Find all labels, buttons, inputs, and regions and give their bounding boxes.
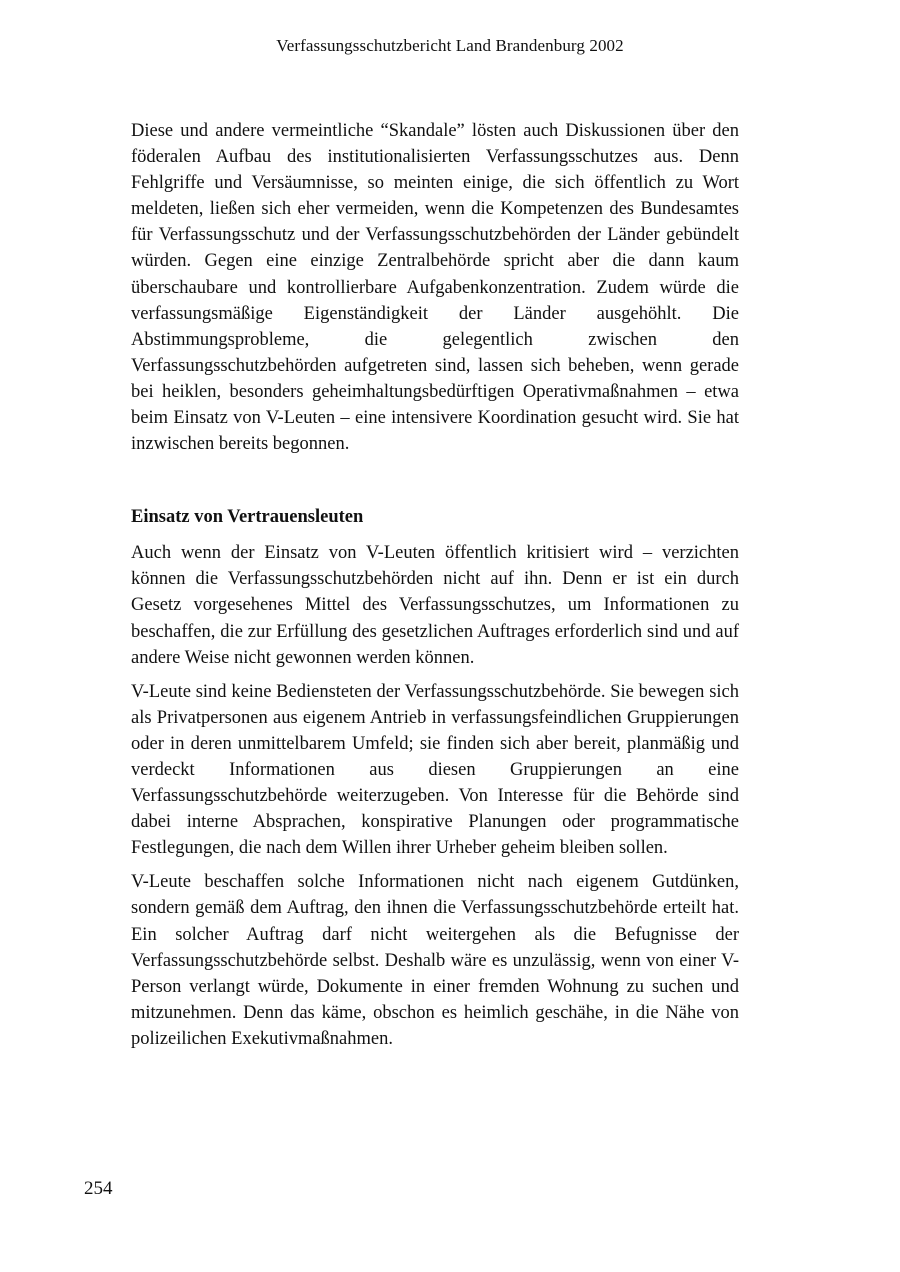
- paragraph-v-leute-mandate: V-Leute beschaffen solche Informationen nicht nach eigenem Gutdünken, sondern gemäß dem Auftrag, den ihnen die Verfassungsschutzbehörde erteilt hat. Ein solcher Auftrag darf nicht weitergehen als die Befugnisse der Verfassungsschutzbehörde selbst. Deshalb wäre es unzulässig, wenn von einer V-Person verlangt würde, Dokumente in einer fremden Wohnung zu suchen und mitzunehmen. Denn das käme, obschon es heimlich geschähe, in die Nähe von polizeilichen Exekutivmaßnahmen.: [131, 872, 739, 1049]
- paragraph-v-leute-definition: V-Leute sind keine Bediensteten der Verfassungsschutzbehörde. Sie bewegen sich als Privatpersonen aus eigenem Antrieb in verfassungsfeindlichen Gruppierungen oder in deren unmittelbarem Umfeld; sie finden sich aber bereit, planmäßig und verdeckt Informationen aus diesen Gruppierungen an eine Verfassungsschutzbehörde weiterzugeben. Von Interesse für die Behörde sind dabei interne Absprachen, konspirative Planungen oder programmatische Festlegungen, die nach dem Willen ihrer Urheber geheim bleiben sollen.: [131, 681, 739, 859]
- section-heading: Einsatz von Vertrauensleuten: [131, 507, 364, 528]
- paragraph-federal-structure: Diese und andere vermeintliche “Skandale” lösten auch Diskussionen über den föderalen Aufbau des institutionalisierten Verfassungsschutzes aus. Denn Fehlgriffe und Versäumnisse, so meinten einige, die sich öffentlich zu Wort meldeten, ließen sich eher vermeiden, wenn die Kompetenzen des Bundesamtes für Verfassungsschutz und der Verfassungsschutzbehörden der Länder gebündelt würden. Gegen eine einzige Zentralbehörde spricht aber die dann kaum überschaubare und kontrollierbare Aufgabenkonzentration. Zudem würde die verfassungsmäßige Eigenständigkeit der Länder ausgehöhlt. Die Abstimmungsprobleme, die gelegentlich zwischen den Verfassungsschutzbehörden aufgetreten sind, lassen sich beheben, wenn gerade bei heiklen, besonders geheimhaltungsbedürftigen Operativmaßnahmen – etwa beim Einsatz von V-Leuten – eine intensivere Koordination gesucht wird. Sie hat inzwischen bereits begonnen.: [131, 121, 739, 455]
- paragraph-v-leute-use: Auch wenn der Einsatz von V-Leuten öffentlich kritisiert wird – verzichten können die Verfassungsschutzbehörden nicht auf ihn. Denn er ist ein durch Gesetz vorgesehenes Mittel des Verfassungsschutzes, um Informationen zu beschaffen, die zur Erfüllung des gesetzlichen Auftrages erforderlich sind und auf andere Weise nicht gewonnen werden können.: [131, 543, 739, 668]
- running-header: Verfassungsschutzbericht Land Brandenburg 2002: [276, 36, 624, 55]
- page-body: [131, 118, 739, 1052]
- page-number: 254: [84, 1178, 113, 1199]
